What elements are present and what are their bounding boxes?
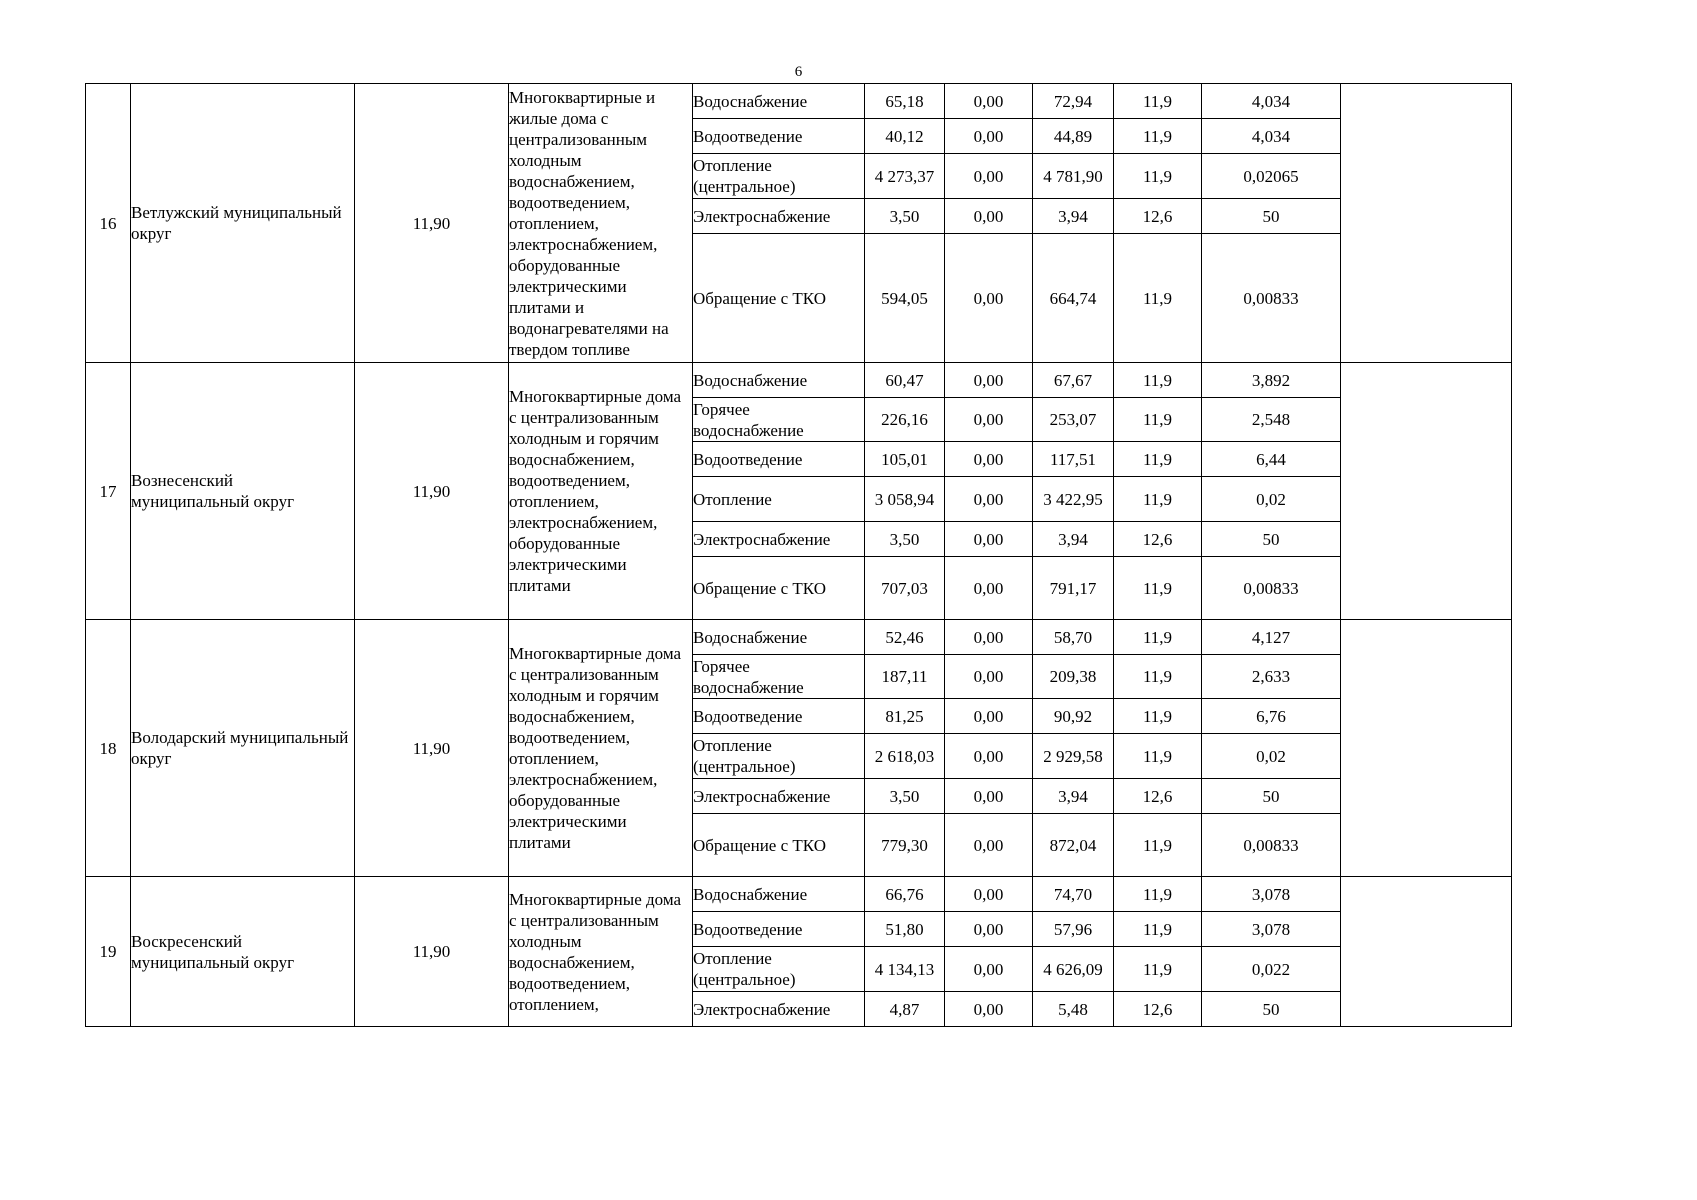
service-name: Отопление (центральное) (693, 734, 865, 779)
housing-description: Многоквартирные и жилые дома с централизованным холодным водоснабжением, водоотведением, отоплением, электроснабжением, оборудованные электрическими плитами и водонагревателями на твердом топливе (509, 84, 693, 363)
tariff-new-value: 664,74 (1033, 234, 1114, 363)
growth-percent: 11,9 (1114, 814, 1202, 877)
service-name: Водоснабжение (693, 877, 865, 912)
tariff-increase: 0,00 (945, 947, 1033, 992)
tariff-increase: 0,00 (945, 154, 1033, 199)
tariff-new-value: 57,96 (1033, 912, 1114, 947)
growth-percent: 11,9 (1114, 234, 1202, 363)
row-number: 16 (86, 84, 131, 363)
tariff-new-value: 3,94 (1033, 779, 1114, 814)
tariff-value: 66,76 (865, 877, 945, 912)
growth-percent: 12,6 (1114, 779, 1202, 814)
consumption-volume: 3,078 (1202, 912, 1341, 947)
municipality-name: Воскресенский муниципальный округ (131, 877, 355, 1027)
tariff-increase: 0,00 (945, 234, 1033, 363)
growth-percent: 11,9 (1114, 398, 1202, 442)
consumption-volume: 50 (1202, 779, 1341, 814)
service-name: Обращение с ТКО (693, 557, 865, 620)
tariff-increase: 0,00 (945, 912, 1033, 947)
tariff-increase: 0,00 (945, 477, 1033, 522)
service-name: Горячее водоснабжение (693, 398, 865, 442)
tariff-new-value: 74,70 (1033, 877, 1114, 912)
tariff-new-value: 872,04 (1033, 814, 1114, 877)
table-row (86, 620, 1512, 655)
housing-description: Многоквартирные дома с централизованным холодным и горячим водоснабжением, водоотведением, отоплением, электроснабжением, оборудованные электрическими плитами (509, 620, 693, 877)
housing-description: Многоквартирные дома с централизованным холодным и горячим водоснабжением, водоотведением, отоплением, электроснабжением, оборудованные электрическими плитами (509, 363, 693, 620)
consumption-volume: 2,633 (1202, 655, 1341, 699)
tariff-value: 594,05 (865, 234, 945, 363)
consumption-volume: 0,02 (1202, 734, 1341, 779)
service-name: Обращение с ТКО (693, 814, 865, 877)
tariff-new-value: 253,07 (1033, 398, 1114, 442)
service-name: Электроснабжение (693, 779, 865, 814)
growth-percent: 11,9 (1114, 620, 1202, 655)
page-number: 6 (794, 64, 803, 80)
tariff-value: 65,18 (865, 84, 945, 119)
tariff-value: 4,87 (865, 992, 945, 1027)
table-row (86, 84, 1512, 119)
tariff-new-value: 117,51 (1033, 442, 1114, 477)
service-name: Водоотведение (693, 912, 865, 947)
tariff-value: 4 134,13 (865, 947, 945, 992)
tariff-value: 51,80 (865, 912, 945, 947)
tariff-new-value: 3,94 (1033, 199, 1114, 234)
consumption-volume: 0,00833 (1202, 234, 1341, 363)
tariff-increase: 0,00 (945, 699, 1033, 734)
empty-cell (1341, 84, 1512, 363)
empty-cell (1341, 620, 1512, 877)
municipality-name: Ветлужский муниципальный округ (131, 84, 355, 363)
tariff-value: 3 058,94 (865, 477, 945, 522)
growth-percent: 11,9 (1114, 363, 1202, 398)
tariff-value: 2 618,03 (865, 734, 945, 779)
tariff-increase: 0,00 (945, 84, 1033, 119)
tariff-new-value: 3,94 (1033, 522, 1114, 557)
service-name: Водоснабжение (693, 363, 865, 398)
index-rate: 11,90 (355, 84, 509, 363)
tariff-new-value: 3 422,95 (1033, 477, 1114, 522)
growth-percent: 11,9 (1114, 655, 1202, 699)
tariff-value: 779,30 (865, 814, 945, 877)
tariff-increase: 0,00 (945, 442, 1033, 477)
consumption-volume: 50 (1202, 992, 1341, 1027)
municipality-name: Вознесенский муниципальный округ (131, 363, 355, 620)
consumption-volume: 3,892 (1202, 363, 1341, 398)
tariff-new-value: 44,89 (1033, 119, 1114, 154)
tariff-increase: 0,00 (945, 119, 1033, 154)
service-name: Отопление (693, 477, 865, 522)
service-name: Водоотведение (693, 699, 865, 734)
service-name: Водоотведение (693, 119, 865, 154)
tariff-value: 3,50 (865, 199, 945, 234)
growth-percent: 11,9 (1114, 154, 1202, 199)
consumption-volume: 0,00833 (1202, 814, 1341, 877)
consumption-volume: 6,44 (1202, 442, 1341, 477)
service-name: Электроснабжение (693, 992, 865, 1027)
consumption-volume: 50 (1202, 522, 1341, 557)
growth-percent: 12,6 (1114, 992, 1202, 1027)
consumption-volume: 0,022 (1202, 947, 1341, 992)
growth-percent: 11,9 (1114, 947, 1202, 992)
consumption-volume: 50 (1202, 199, 1341, 234)
growth-percent: 11,9 (1114, 699, 1202, 734)
growth-percent: 11,9 (1114, 442, 1202, 477)
consumption-volume: 0,00833 (1202, 557, 1341, 620)
index-rate: 11,90 (355, 363, 509, 620)
consumption-volume: 4,127 (1202, 620, 1341, 655)
tariff-value: 105,01 (865, 442, 945, 477)
tariff-increase: 0,00 (945, 814, 1033, 877)
tariff-increase: 0,00 (945, 992, 1033, 1027)
empty-cell (1341, 363, 1512, 620)
tariff-increase: 0,00 (945, 522, 1033, 557)
tariff-increase: 0,00 (945, 655, 1033, 699)
consumption-volume: 0,02065 (1202, 154, 1341, 199)
tariff-table (85, 83, 1512, 1027)
growth-percent: 12,6 (1114, 199, 1202, 234)
consumption-volume: 4,034 (1202, 119, 1341, 154)
tariff-new-value: 67,67 (1033, 363, 1114, 398)
consumption-volume: 0,02 (1202, 477, 1341, 522)
tariff-value: 52,46 (865, 620, 945, 655)
service-name: Электроснабжение (693, 522, 865, 557)
tariff-new-value: 4 781,90 (1033, 154, 1114, 199)
tariff-value: 3,50 (865, 522, 945, 557)
tariff-value: 187,11 (865, 655, 945, 699)
growth-percent: 12,6 (1114, 522, 1202, 557)
consumption-volume: 4,034 (1202, 84, 1341, 119)
tariff-increase: 0,00 (945, 620, 1033, 655)
growth-percent: 11,9 (1114, 734, 1202, 779)
row-number: 18 (86, 620, 131, 877)
table-row (86, 877, 1512, 912)
growth-percent: 11,9 (1114, 119, 1202, 154)
tariff-new-value: 4 626,09 (1033, 947, 1114, 992)
tariff-new-value: 58,70 (1033, 620, 1114, 655)
tariff-value: 3,50 (865, 779, 945, 814)
growth-percent: 11,9 (1114, 557, 1202, 620)
tariff-new-value: 2 929,58 (1033, 734, 1114, 779)
tariff-value: 40,12 (865, 119, 945, 154)
housing-description: Многоквартирные дома с централизованным холодным водоснабжением, водоотведением, отоплением, (509, 877, 693, 1027)
service-name: Горячее водоснабжение (693, 655, 865, 699)
service-name: Отопление (центральное) (693, 947, 865, 992)
growth-percent: 11,9 (1114, 477, 1202, 522)
growth-percent: 11,9 (1114, 877, 1202, 912)
index-rate: 11,90 (355, 877, 509, 1027)
growth-percent: 11,9 (1114, 84, 1202, 119)
tariff-value: 4 273,37 (865, 154, 945, 199)
municipality-name: Володарский муниципальный округ (131, 620, 355, 877)
tariff-new-value: 72,94 (1033, 84, 1114, 119)
tariff-value: 60,47 (865, 363, 945, 398)
tariff-value: 226,16 (865, 398, 945, 442)
tariff-new-value: 209,38 (1033, 655, 1114, 699)
tariff-new-value: 90,92 (1033, 699, 1114, 734)
service-name: Электроснабжение (693, 199, 865, 234)
table-row (86, 363, 1512, 398)
tariff-new-value: 791,17 (1033, 557, 1114, 620)
service-name: Водоотведение (693, 442, 865, 477)
consumption-volume: 6,76 (1202, 699, 1341, 734)
index-rate: 11,90 (355, 620, 509, 877)
tariff-increase: 0,00 (945, 557, 1033, 620)
tariff-new-value: 5,48 (1033, 992, 1114, 1027)
consumption-volume: 3,078 (1202, 877, 1341, 912)
service-name: Водоснабжение (693, 620, 865, 655)
tariff-increase: 0,00 (945, 779, 1033, 814)
row-number: 17 (86, 363, 131, 620)
tariff-value: 707,03 (865, 557, 945, 620)
consumption-volume: 2,548 (1202, 398, 1341, 442)
tariff-increase: 0,00 (945, 363, 1033, 398)
empty-cell (1341, 877, 1512, 1027)
service-name: Обращение с ТКО (693, 234, 865, 363)
tariff-increase: 0,00 (945, 199, 1033, 234)
service-name: Водоснабжение (693, 84, 865, 119)
service-name: Отопление (центральное) (693, 154, 865, 199)
tariff-value: 81,25 (865, 699, 945, 734)
tariff-increase: 0,00 (945, 734, 1033, 779)
growth-percent: 11,9 (1114, 912, 1202, 947)
tariff-increase: 0,00 (945, 877, 1033, 912)
tariff-increase: 0,00 (945, 398, 1033, 442)
row-number: 19 (86, 877, 131, 1027)
